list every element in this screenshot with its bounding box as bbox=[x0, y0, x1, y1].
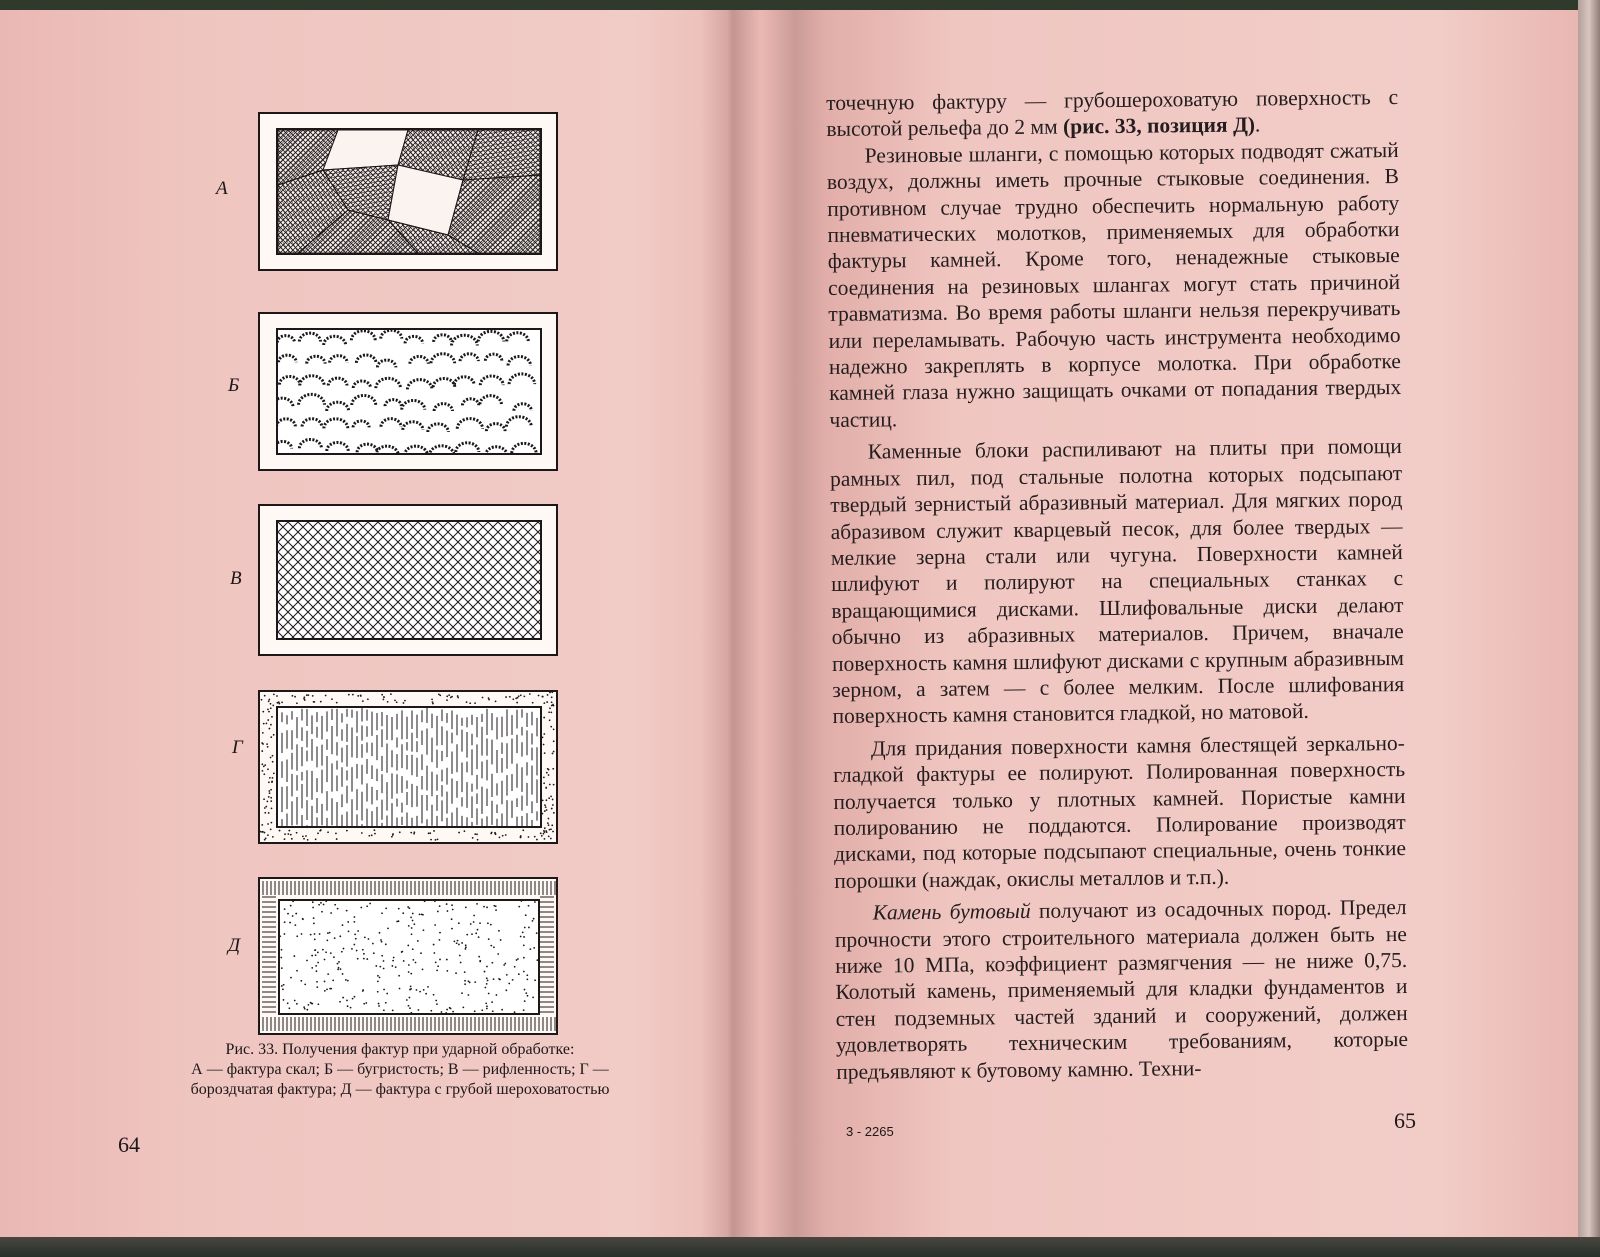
figure-caption bbox=[120, 1040, 680, 1100]
p5-rest: получают из осадочных пород. Предел прочности этого строительного материала должен быть не ниже 10 МПа, коэффициент размягчения — не ниже 0,75. Колотый камень, применяемый для кладки фундаментов и стен подземных частей зданий и сооружений, должен удовлетворять техническим требованиям, которые предъявляют к бутовому камню. Техни- bbox=[834, 895, 1409, 1084]
caption-line-2: А — фактура скал; Б — бугристость; В — рифленность; Г — bbox=[191, 1061, 609, 1078]
caption-line-3: бороздчатая фактура; Д — фактура с грубой шероховатостью bbox=[190, 1081, 610, 1098]
figure-panel-d bbox=[258, 690, 558, 844]
figure-panel-a bbox=[258, 112, 558, 271]
book-spine bbox=[700, 10, 760, 1238]
caption-line-1: Рис. 33. Получения фактур при ударной обработке: bbox=[225, 1041, 575, 1058]
panel-e-texture bbox=[278, 899, 540, 1015]
page-edges bbox=[1578, 0, 1600, 1257]
panel-a-texture bbox=[276, 128, 542, 255]
right-page-body bbox=[826, 84, 1408, 1085]
page-number-left: 64 bbox=[118, 1132, 140, 1157]
book-bottom-edge bbox=[0, 1237, 1600, 1257]
figure-panel-c bbox=[258, 504, 558, 656]
page-number-right: 65 bbox=[1394, 1108, 1416, 1133]
figure-panel-b bbox=[258, 312, 558, 471]
paragraph-1 bbox=[826, 84, 1399, 143]
paragraph-2: Резиновые шланги, с помощью которых подводят сжатый воздух, должны иметь прочные стыковые соединения. В противном случае трудно обеспечить нормальную работу пневматических молотков, применяемых для обработки фактуры камней. Кроме того, ненадежные стыковые соединения на резиновых шлангах могут стать причиной травматизма. Во время работы шланги нельзя перекручивать или переламывать. Рабочую часть инструмента необходимо надежно закреплять в корпусе молотка. При обработке камней глаза нужно защищать очками от попадания твердых частиц. bbox=[826, 137, 1402, 432]
p1-text: точечную фактуру — грубошероховатую поверхность с высотой рельефа до 2 мм bbox=[826, 85, 1399, 142]
p1-end: . bbox=[1254, 112, 1261, 137]
paragraph-3: Каменные блоки распиливают на плиты при помощи рамных пил, под стальные полотна которых подсыпают твердый зернистый абразивный материал. Для мягких пород абразивом служит кварцевый песок, для более твердых — мелкие зерна стали или чугуна. Поверхности камней шлифуют и полируют на специальных станках с вращающимися дисками. Шлифовальные диски делают обычно из абразивных материалов. Причем, вначале поверхность камня шлифуют дисками с крупным абразивным зерном, а затем — с более мелким. После шлифования поверхность камня становится гладкой, но матовой. bbox=[829, 434, 1405, 729]
figure-panel-e bbox=[258, 877, 558, 1035]
panel-d-texture bbox=[276, 706, 542, 828]
paragraph-4: Для придания поверхности камня блестящей зеркально-гладкой фактуры ее полируют. Полированная поверхность получается только у плотных камней. Пористые камни полированию не поддаются. Полирование производят дисками, под которые подсыпают специальные, очень тонкие порошки (наждак, окислы металлов и т.п.). bbox=[833, 730, 1407, 893]
p5-term: Камень бутовый bbox=[872, 899, 1031, 925]
panel-b-texture bbox=[276, 328, 542, 455]
paragraph-5 bbox=[834, 894, 1408, 1085]
figure-label-e: Д bbox=[228, 935, 241, 956]
panel-c-texture bbox=[276, 520, 542, 640]
figure-label-d: Г bbox=[232, 737, 243, 758]
p1-figure-ref: (рис. 33, позиция Д) bbox=[1062, 112, 1256, 139]
figure-label-c: В bbox=[230, 568, 242, 589]
figure-label-a: А bbox=[216, 178, 228, 199]
printer-mark: 3 - 2265 bbox=[846, 1124, 894, 1139]
figure-label-b: Б bbox=[228, 375, 240, 396]
